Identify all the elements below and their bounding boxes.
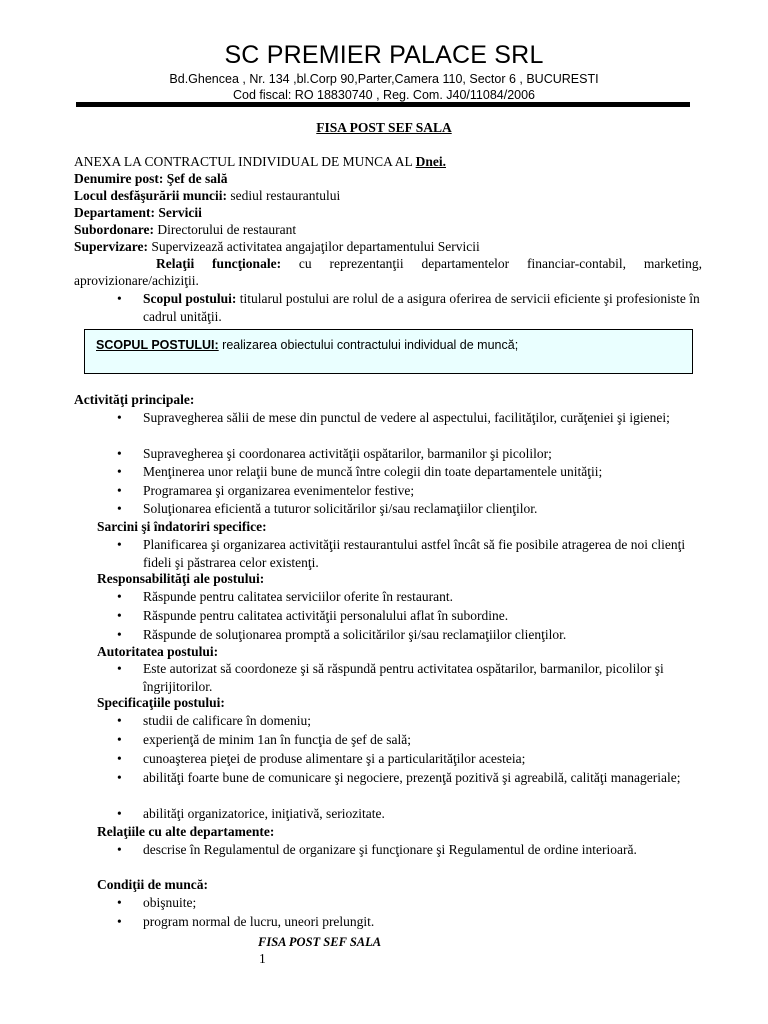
- list-item: Planificarea şi organizarea activităţii restaurantului astfel încât să fie posibile atragerea de noi clienţi fideli şi păstrarea celor existenţi.: [143, 537, 686, 570]
- relations-paragraph: [74, 255, 702, 289]
- post-label: Denumire post:: [74, 171, 164, 186]
- bullet-icon: •: [117, 770, 122, 785]
- location-value: sediul restaurantului: [227, 188, 341, 203]
- list-item: Răspunde pentru calitatea serviciilor oferite în restaurant.: [143, 589, 453, 604]
- list-item: Supravegherea sălii de mese din punctul de vedere al aspectului, facilităţilor, curăţeniei şi igienei;: [143, 410, 670, 425]
- list-item: abilităţi foarte bune de comunicare şi negociere, prezenţă pozitivă şi agreabilă, calităţi manageriale;: [143, 770, 681, 785]
- footer-title: FISA POST SEF SALA: [258, 935, 382, 949]
- section-heading-responsabilitati: Responsabilităţi ale postului:: [97, 571, 265, 586]
- location-line: [74, 187, 702, 204]
- company-fiscal-info: Cod fiscal: RO 18830740 , Reg. Com. J40/11084/2006: [232, 88, 536, 102]
- scope-box: [84, 329, 693, 374]
- list-item: Răspunde de soluţionarea promptă a solicitărilor şi/sau reclamaţiilor clienţilor.: [143, 627, 567, 642]
- bullet-icon: •: [117, 661, 122, 676]
- section-heading-activitati: Activităţi principale:: [74, 392, 195, 407]
- company-name: SC PREMIER PALACE SRL: [224, 41, 544, 69]
- bullet-icon: •: [117, 627, 122, 642]
- list-item: program normal de lucru, uneori prelungit.: [143, 914, 375, 929]
- bullet-icon: •: [117, 589, 122, 604]
- page-number: 1: [259, 951, 266, 966]
- bullet-icon: •: [117, 751, 122, 766]
- bullet-icon: •: [117, 608, 122, 623]
- list-item: obişnuite;: [143, 895, 197, 910]
- supervision-value: Supervizează activitatea angajaţilor departamentului Servicii: [148, 239, 480, 254]
- bullet-icon: •: [117, 501, 122, 516]
- department-value: Servicii: [154, 205, 202, 220]
- list-item: abilităţi organizatorice, iniţiativă, seriozitate.: [143, 806, 385, 821]
- bullet-icon: •: [117, 914, 122, 929]
- subordination-label: Subordonare:: [74, 222, 155, 237]
- bullet-icon: •: [117, 410, 122, 425]
- anexa-name: Dnei.: [415, 154, 446, 169]
- bullet-icon: •: [117, 483, 122, 498]
- anexa-text: ANEXA LA CONTRACTUL INDIVIDUAL DE MUNCA AL: [74, 154, 416, 169]
- list-item: descrise în Regulamentul de organizare şi funcţionare şi Regulamentul de ordine interioară.: [143, 842, 637, 857]
- company-address: Bd.Ghencea , Nr. 134 ,bl.Corp 90,Parter,Camera 110, Sector 6 , BUCURESTI: [169, 72, 599, 86]
- bullet-icon: •: [117, 895, 122, 910]
- header-divider: [76, 102, 690, 107]
- section-heading-relatiile: Relaţiile cu alte departamente:: [97, 824, 275, 839]
- list-item: Supravegherea şi coordonarea activităţii ospătarilor, barmanilor şi picolilor;: [143, 446, 552, 461]
- list-item: Soluţionarea eficientă a tuturor solicitărilor şi/sau reclamaţiilor clienţilor.: [143, 501, 538, 516]
- subordination-value: Directorului de restaurant: [154, 222, 297, 237]
- scope-box-value: realizarea obiectului contractului individual de muncă;: [218, 338, 519, 352]
- bullet-icon: •: [117, 291, 122, 306]
- list-item: experienţă de minim 1an în funcţia de şef de sală;: [143, 732, 412, 747]
- bullet-icon: •: [117, 732, 122, 747]
- bullet-icon: •: [117, 842, 122, 857]
- section-heading-autoritatea: Autoritatea postului:: [97, 644, 219, 659]
- bullet-icon: •: [117, 713, 122, 728]
- bullet-icon: •: [117, 537, 122, 552]
- scope-value: titularul postului are rolul de a asigura oferirea de servicii eficiente şi profesioniste în cadrul unităţii.: [143, 291, 700, 324]
- subordination-line: [74, 221, 702, 238]
- section-heading-sarcini: Sarcini şi îndatoriri specifice:: [97, 519, 267, 534]
- list-item: Este autorizat să coordoneze şi să răspundă pentru activitatea ospătarilor, barmanilor, picolilor şi îngrijitorilor.: [143, 661, 664, 694]
- document-title: FISA POST SEF SALA: [316, 120, 452, 135]
- list-item: Programarea şi organizarea evenimentelor festive;: [143, 483, 415, 498]
- anexa-line: [74, 153, 702, 170]
- section-heading-conditii: Condiţii de muncă:: [97, 877, 209, 892]
- scope-label: Scopul postului:: [143, 291, 237, 306]
- list-item: Menţinerea unor relaţii bune de muncă între colegii din toate departamentele unităţii;: [143, 464, 603, 479]
- section-heading-specificatiile: Specificaţiile postului:: [97, 695, 225, 710]
- department-label: Departament:: [74, 205, 155, 220]
- relations-label: Relaţii funcţionale:: [156, 256, 282, 271]
- supervision-line: [74, 238, 702, 255]
- scope-box-text: [96, 338, 518, 352]
- bullet-icon: •: [117, 446, 122, 461]
- post-line: [74, 170, 702, 187]
- department-line: [74, 204, 702, 221]
- relations-value: cu reprezentanţii departamentelor financiar-contabil, marketing, aprovizionare/achiziţii.: [74, 256, 702, 288]
- list-item: Răspunde pentru calitatea activităţii personalului aflat în subordine.: [143, 608, 509, 623]
- supervision-label: Supervizare:: [74, 239, 148, 254]
- list-item: cunoaşterea pieţei de produse alimentare şi a particularităţilor acesteia;: [143, 751, 526, 766]
- bullet-icon: •: [117, 806, 122, 821]
- bullet-icon: •: [117, 464, 122, 479]
- scope-box-label: SCOPUL POSTULUI:: [96, 338, 219, 352]
- list-item: studii de calificare în domeniu;: [143, 713, 311, 728]
- location-label: Locul desfăşurării muncii:: [74, 188, 228, 203]
- post-value: Şef de sală: [163, 171, 228, 186]
- scope-item: [143, 290, 703, 325]
